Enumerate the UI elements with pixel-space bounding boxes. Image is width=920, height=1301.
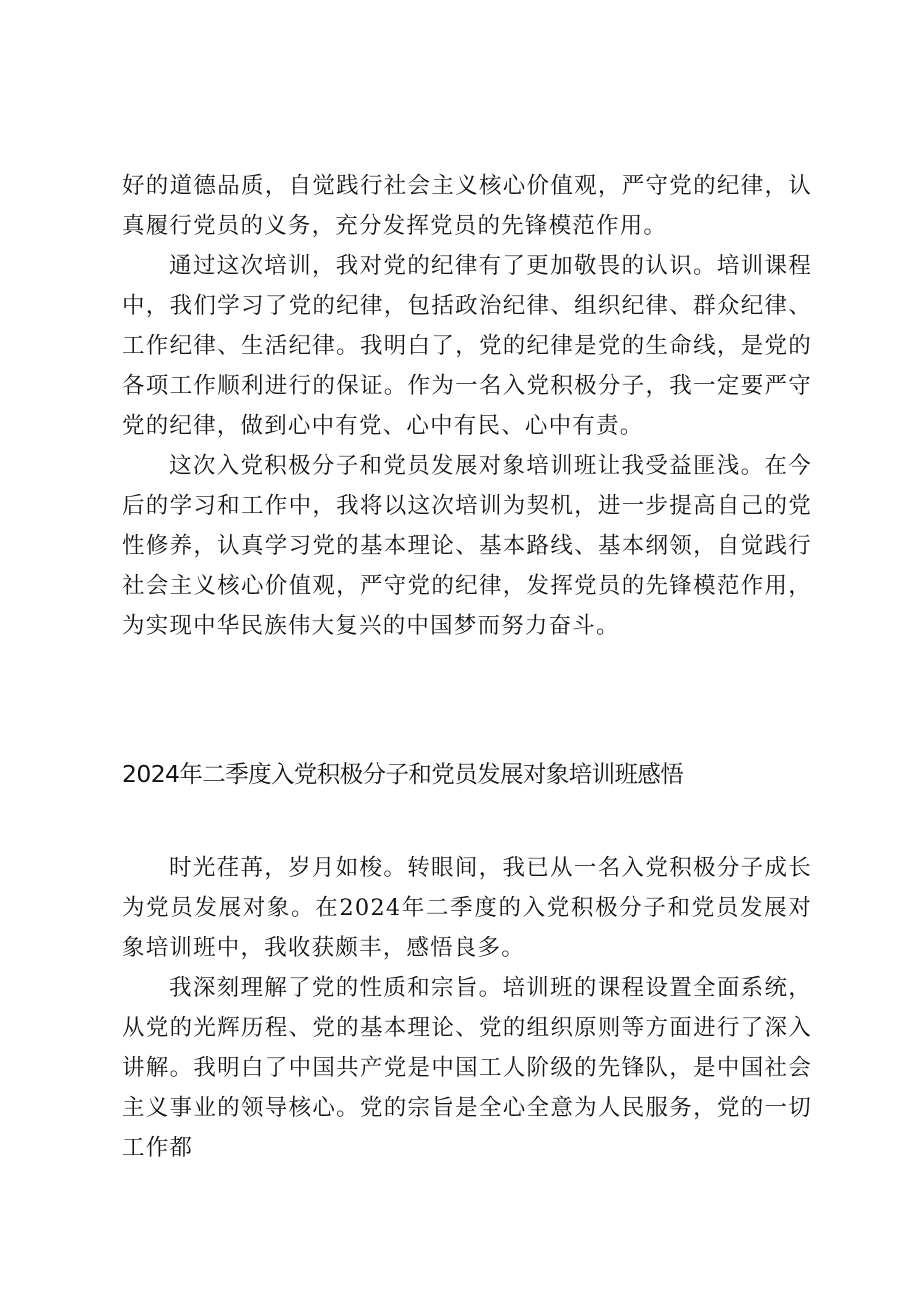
continued-paragraph: 好的道德品质，自觉践行社会主义核心价值观，严守党的纪律，认真履行党员的义务，充分发挥党员的先锋模范作用。 <box>122 173 812 239</box>
paragraph-nature: 我深刻理解了党的性质和宗旨。培训班的课程设置全面系统，从党的光辉历程、党的基本理论、党的组织原则等方面进行了深入讲解。我明白了中国共产党是中国工人阶级的先锋队，是中国社会主义事业的领导核心。党的宗旨是全心全意为人民服务，党的一切工作都 <box>122 975 812 1161</box>
previous-article-tail <box>122 166 812 646</box>
paragraph-discipline: 通过这次培训，我对党的纪律有了更加敬畏的认识。培训课程中，我们学习了党的纪律，包括政治纪律、组织纪律、群众纪律、工作纪律、生活纪律。我明白了，党的纪律是党的生命线，是党的各项工作顺利进行的保证。作为一名入党积极分子，我一定要严守党的纪律，做到心中有党、心中有民、心中有责。 <box>122 253 812 439</box>
paragraph-intro: 时光荏苒，岁月如梭。转眼间，我已从一名入党积极分子成长为党员发展对象。在2024年二季度的入党积极分子和党员发展对象培训班中，我收获颇丰，感悟良多。 <box>122 855 812 961</box>
paragraph-conclusion: 这次入党积极分子和党员发展对象培训班让我受益匪浅。在今后的学习和工作中，我将以这次培训为契机，进一步提高自己的党性修养，认真学习党的基本理论、基本路线、基本纲领，自觉践行社会主义核心价值观，严守党的纪律，发挥党员的先锋模范作用，为实现中华民族伟大复兴的中国梦而努力奋斗。 <box>122 453 812 639</box>
new-article-body <box>122 848 812 1168</box>
article-title: 2024年二季度入党积极分子和党员发展对象培训班感悟 <box>122 760 684 788</box>
